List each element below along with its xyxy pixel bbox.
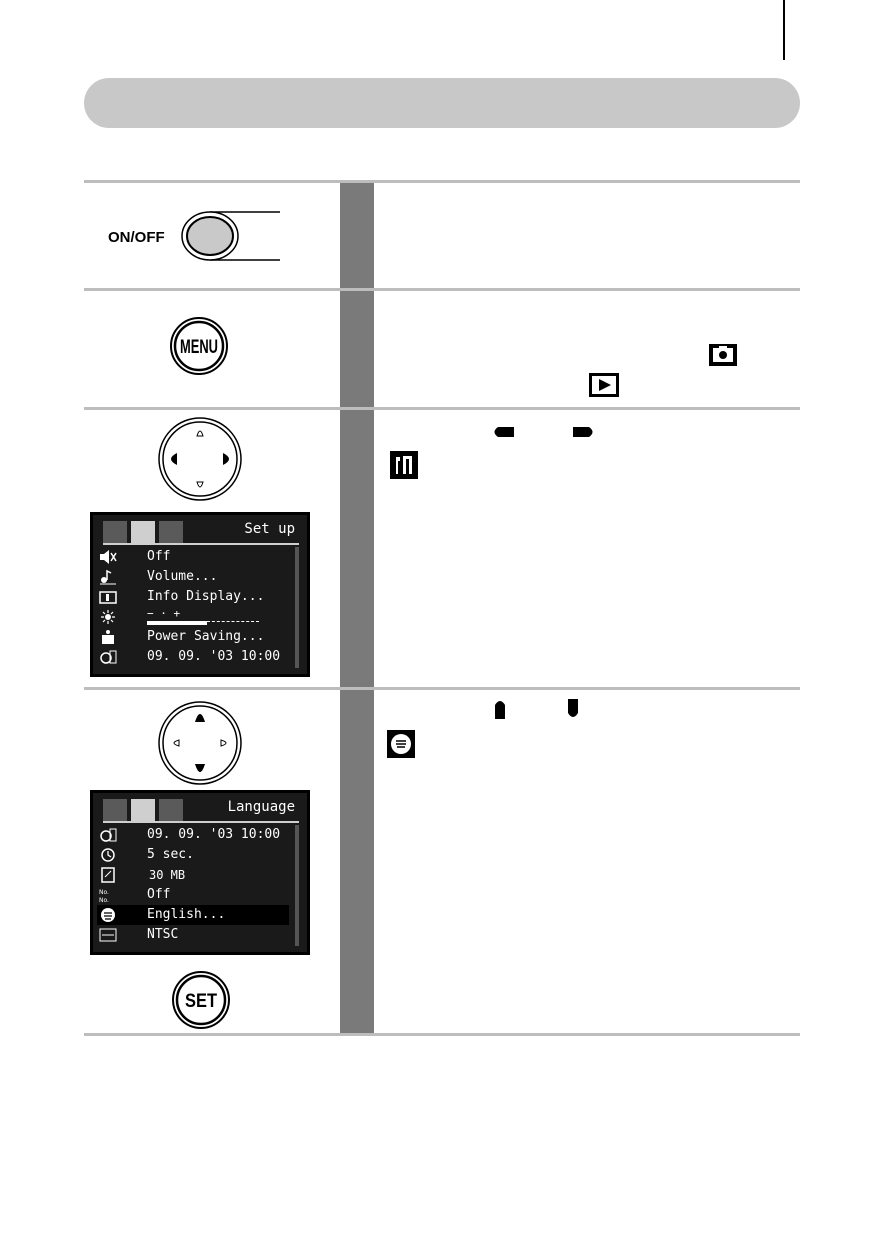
camera-mode-icon — [708, 343, 738, 367]
step-bar-3 — [340, 410, 374, 687]
menu-tabs — [103, 521, 189, 543]
video-system-icon — [99, 927, 117, 943]
tab-mycamera[interactable] — [159, 521, 183, 543]
language-menu-icon — [387, 730, 415, 758]
menu-row-format[interactable]: 30 MB — [97, 865, 289, 885]
divider — [84, 1033, 800, 1036]
format-icon — [99, 867, 117, 883]
tab-setup[interactable] — [131, 799, 155, 821]
scrollbar[interactable] — [295, 825, 299, 946]
divider — [84, 180, 800, 183]
menu-row-video-system[interactable]: NTSC — [97, 925, 289, 945]
clock-icon — [99, 847, 117, 863]
tab-shooting[interactable] — [103, 521, 127, 543]
svg-text:No.: No. — [99, 889, 109, 896]
mute-icon — [99, 549, 117, 565]
menu-row-power-saving[interactable]: Power Saving... — [97, 627, 289, 647]
date-time-icon — [99, 649, 117, 665]
omni-selector-up-down-icon[interactable] — [157, 700, 243, 786]
menu-row-language-selected[interactable]: English... — [97, 905, 289, 925]
menu-row-auto-power-down[interactable]: 5 sec. — [97, 845, 289, 865]
section-title-bar — [84, 78, 800, 128]
on-off-label: ON/OFF — [108, 229, 165, 246]
menu-row-info-display[interactable]: Info Display... — [97, 587, 289, 607]
svg-text:No.: No. — [99, 897, 109, 904]
left-arrow-icon — [490, 425, 516, 439]
step-bar-2 — [340, 291, 374, 407]
tab-shooting[interactable] — [103, 799, 127, 821]
omni-selector-left-right-icon[interactable] — [157, 416, 243, 502]
playback-mode-icon — [588, 372, 620, 398]
on-off-button-icon[interactable] — [180, 208, 290, 268]
tab-setup[interactable] — [131, 521, 155, 543]
menu-row-volume[interactable]: Volume... — [97, 567, 289, 587]
menu-button-label: MENU — [180, 337, 218, 358]
up-arrow-icon — [494, 697, 506, 721]
menu-row-date-time[interactable]: 09. 09. '03 10:00 — [97, 825, 289, 845]
screen-header: Language — [227, 799, 295, 815]
volume-icon — [99, 569, 117, 585]
down-arrow-icon — [567, 697, 579, 721]
tab-mycamera[interactable] — [159, 799, 183, 821]
brightness-level-fill — [147, 621, 207, 625]
info-display-icon — [99, 589, 117, 605]
menu-button-icon[interactable] — [169, 316, 229, 376]
screen-header: Set up — [244, 521, 295, 537]
set-button-icon[interactable] — [171, 970, 231, 1030]
right-arrow-icon — [571, 425, 597, 439]
date-time-icon — [99, 827, 117, 843]
menu-tabs — [103, 799, 189, 821]
divider — [84, 687, 800, 690]
step-bar-4 — [340, 690, 374, 1033]
step-bar-1 — [340, 183, 374, 288]
menu-row-date-time[interactable]: 09. 09. '03 10:00 — [97, 647, 289, 667]
power-saving-icon — [99, 629, 117, 645]
set-button-label: SET — [185, 991, 218, 1012]
divider — [84, 407, 800, 410]
menu-row-mute[interactable]: Off — [97, 547, 289, 567]
brightness-level-track — [207, 621, 259, 626]
lcd-language-screen — [90, 790, 310, 955]
file-number-icon — [99, 887, 117, 903]
header-rule — [103, 543, 299, 545]
page-edge-line — [783, 0, 785, 60]
menu-row-brightness[interactable]: − · + — [97, 607, 289, 627]
scrollbar[interactable] — [295, 547, 299, 668]
menu-row-file-numbering[interactable]: No. No. Off — [99, 887, 171, 904]
setup-menu-icon — [390, 451, 418, 479]
header-rule — [103, 821, 299, 823]
lcd-setup-screen — [90, 512, 310, 677]
language-icon — [99, 907, 117, 923]
brightness-icon — [99, 609, 117, 625]
divider — [84, 288, 800, 291]
